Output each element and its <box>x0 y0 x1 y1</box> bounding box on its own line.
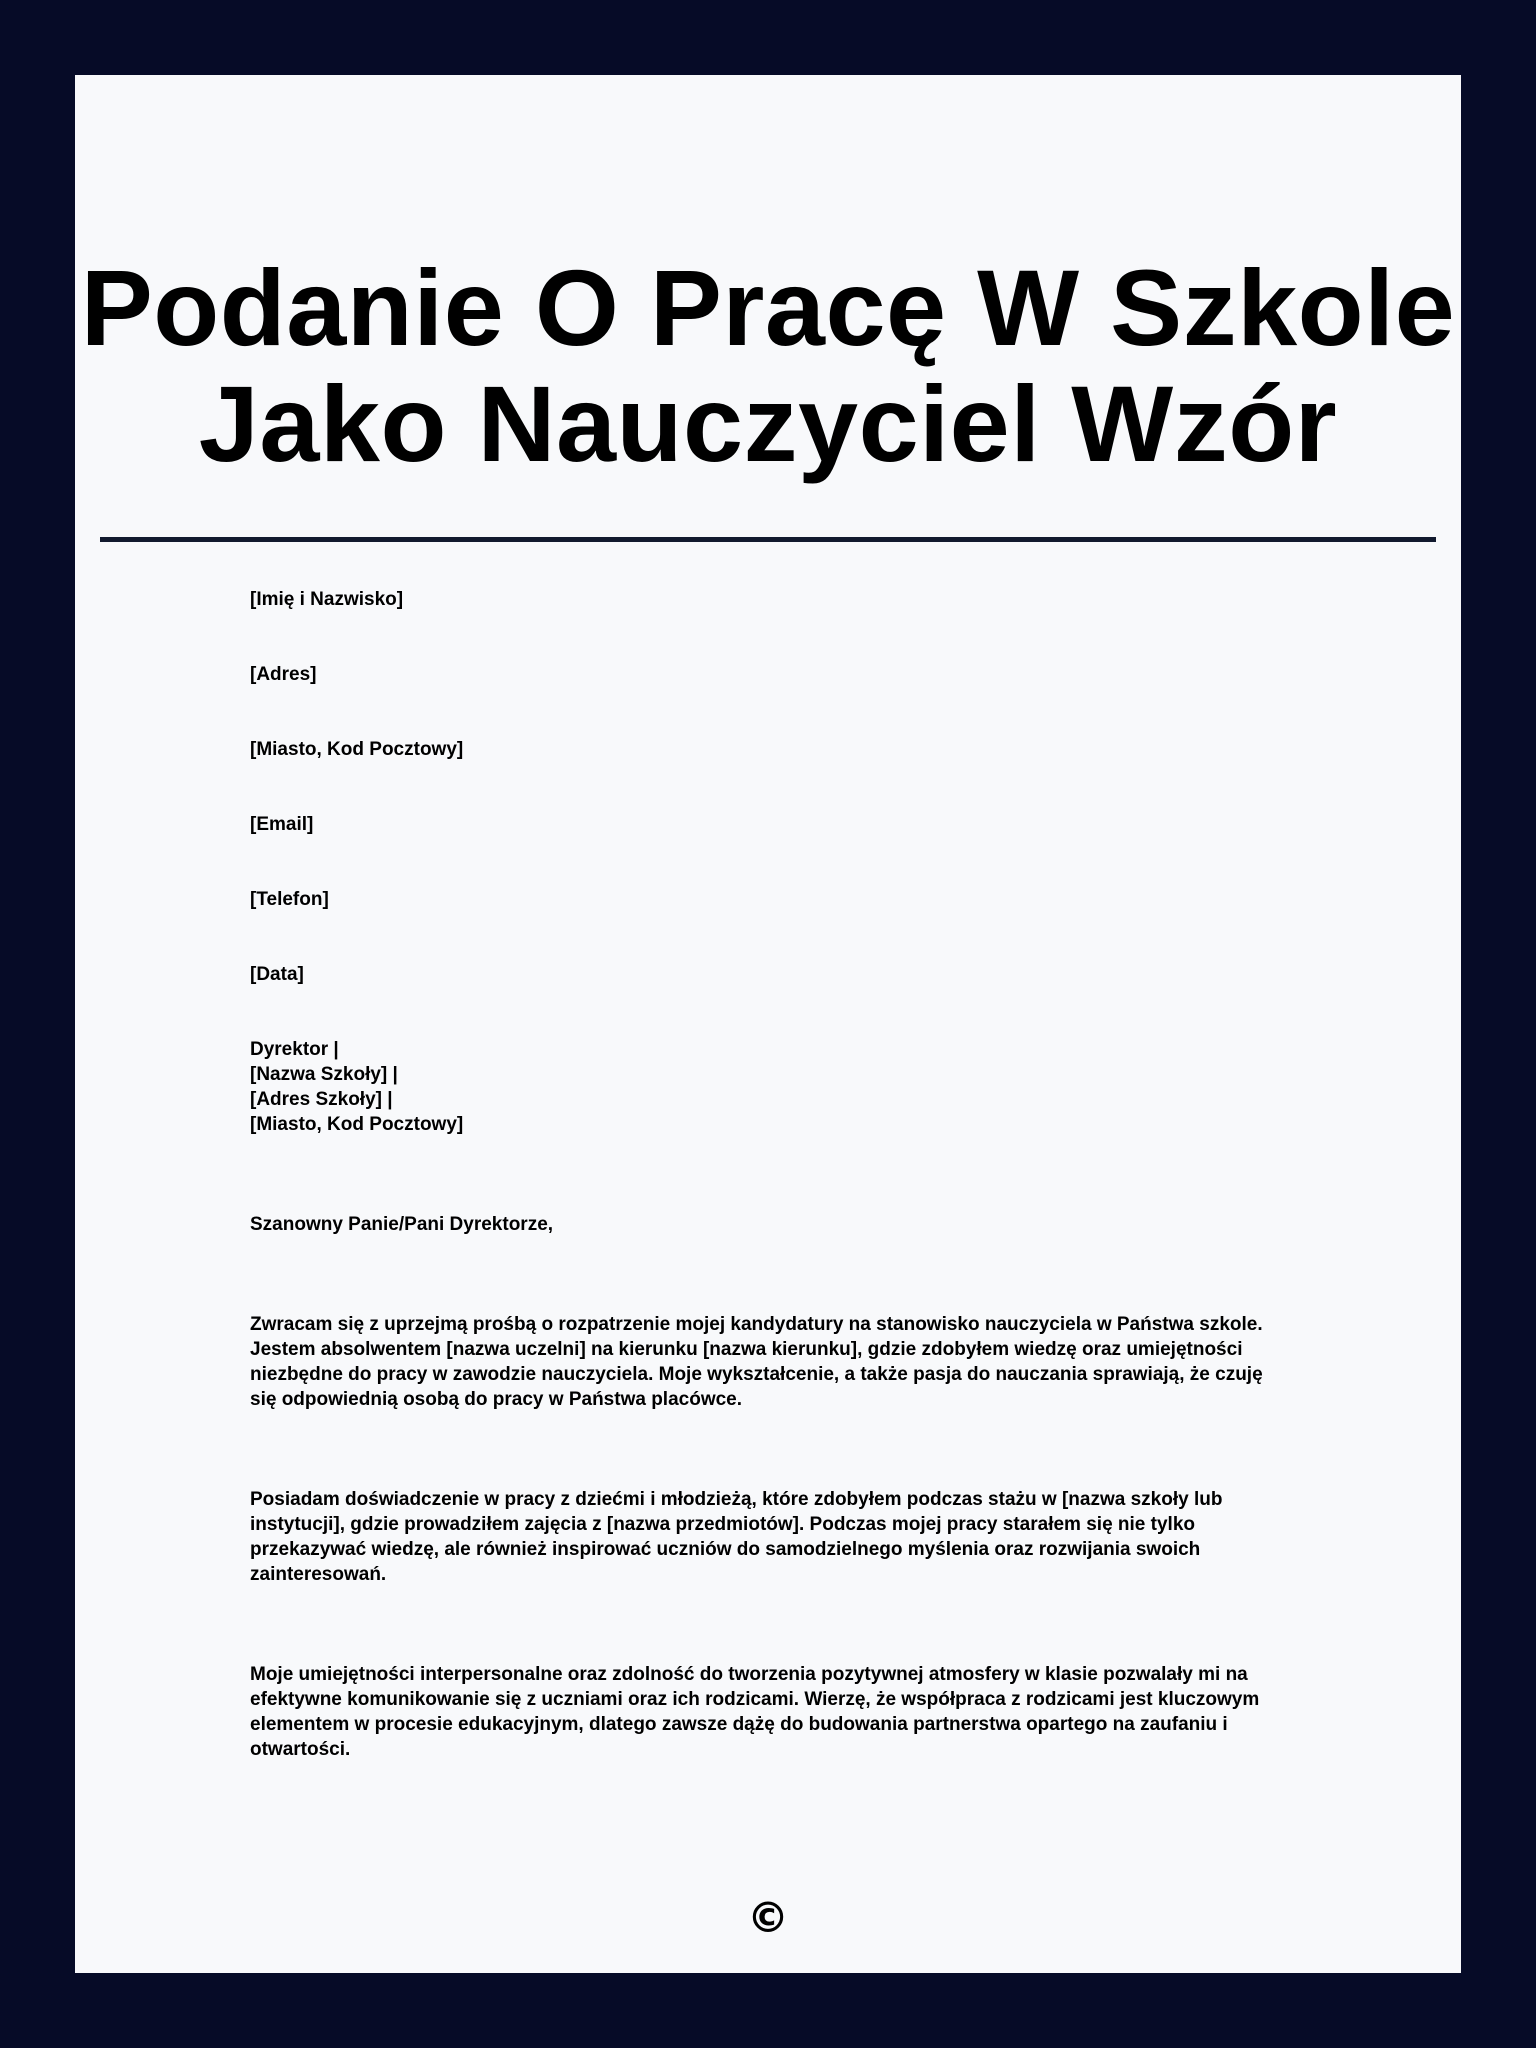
recipient-block <box>250 1037 1290 1137</box>
sender-email: [Email] <box>250 814 314 835</box>
greeting: Szanowny Panie/Pani Dyrektorze, <box>250 1214 554 1235</box>
paragraph-3: Moje umiejętności interpersonalne oraz zdolność do tworzenia pozytywnej atmosfery w klasie pozwalały mi na efektywne komunikowanie się z uczniami oraz ich rodzicami. Wierzę, że współpraca z rodzicami jest kluczowym elementem w procesie edukacyjnym, dlatego zawsze dążę do budowania partnerstwa opartego na zaufaniu i otwartości. <box>250 1664 1260 1760</box>
recipient-line-1: Dyrektor | <box>250 1039 339 1060</box>
title-line-2: Jako Nauczyciel Wzór <box>198 363 1338 484</box>
title-divider <box>100 537 1436 542</box>
document-title <box>75 247 1461 484</box>
sender-block <box>250 587 1290 987</box>
letter-body <box>250 587 1290 1762</box>
copyright-icon: © <box>747 1893 789 1942</box>
title-line-1: Podanie O Pracę W Szkole <box>80 247 1456 368</box>
sender-address: [Adres] <box>250 664 317 685</box>
paragraph-1: Zwracam się z uprzejmą prośbą o rozpatrzenie mojej kandydatury na stanowisko nauczyciela w Państwa szkole. Jestem absolwentem [nazwa uczelni] na kierunku [nazwa kierunku], gdzie zdobyłem wiedzę oraz umiejętności niezbędne do pracy w zawodzie nauczyciela. Moje wykształcenie, a także pasja do nauczania sprawiają, że czuję się odpowiednią osobą do pracy w Państwa placówce. <box>250 1314 1263 1410</box>
document-page <box>75 75 1461 1973</box>
recipient-line-3: [Adres Szkoły] | <box>250 1089 393 1110</box>
sender-phone: [Telefon] <box>250 889 329 910</box>
sender-date: [Data] <box>250 964 304 985</box>
paragraph-2: Posiadam doświadczenie w pracy z dziećmi i młodzieżą, które zdobyłem podczas stażu w [nazwa szkoły lub instytucji], gdzie prowadziłem zajęcia z [nazwa przedmiotów]. Podczas mojej pracy starałem się nie tylko przekazywać wiedzę, ale również inspirować uczniów do samodzielnego myślenia oraz rozwijania swoich zainteresowań. <box>250 1489 1223 1585</box>
sender-name: [Imię i Nazwisko] <box>250 589 404 610</box>
recipient-line-2: [Nazwa Szkoły] | <box>250 1064 398 1085</box>
recipient-line-4: [Miasto, Kod Pocztowy] <box>250 1114 464 1135</box>
sender-city: [Miasto, Kod Pocztowy] <box>250 739 464 760</box>
